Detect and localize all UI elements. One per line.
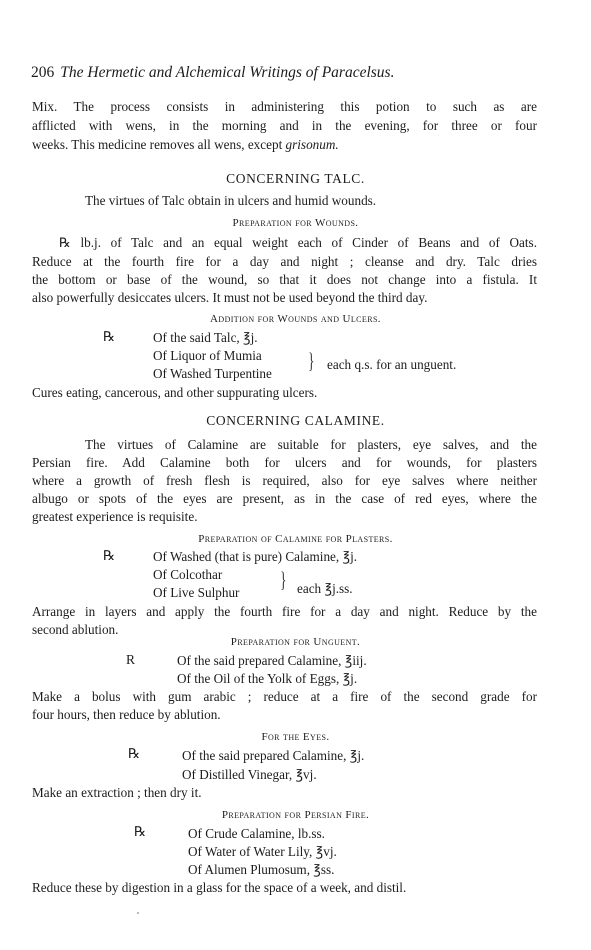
addition-item-1: Of the said Talc, ℥j.	[153, 330, 258, 345]
recipe-symbol: ℞	[103, 329, 116, 344]
calamine-virtues-line-5: greatest experience is requisite.	[32, 509, 198, 524]
eyes-item-2: Of Distilled Vinegar, ℥vj.	[182, 767, 317, 782]
subheading-calamine-plasters: Preparation of Calamine for Plasters.	[198, 533, 393, 545]
intro-line-3-italic: grisonum.	[285, 137, 339, 152]
plasters-item-1: Of Washed (that is pure) Calamine, ℥j.	[153, 549, 358, 564]
talc-cures: Cures eating, cancerous, and other suppurating ulcers.	[32, 385, 318, 400]
plasters-each: each ℥j.ss.	[297, 581, 353, 596]
persian-item-1: Of Crude Calamine, lb.ss.	[188, 826, 325, 841]
plasters-item-2: Of Colcothar	[153, 567, 223, 582]
persian-text: Reduce these by digestion in a glass for the space of a week, and distil.	[32, 880, 407, 895]
subheading-preparation-wounds: Preparation for Wounds.	[232, 217, 359, 229]
subheading-for-the-eyes: For the Eyes.	[261, 731, 330, 743]
unguent-item-2: Of the Oil of the Yolk of Eggs, ℥j.	[177, 671, 358, 686]
eyes-text: Make an extraction ; then dry it.	[32, 785, 202, 800]
persian-item-3: Of Alumen Plumosum, ℥ss.	[188, 862, 335, 877]
recipe-symbol: R	[126, 652, 136, 667]
brace: }	[308, 348, 315, 373]
section-heading-calamine: CONCERNING CALAMINE.	[206, 413, 385, 428]
plasters-text-line-1: Arrange in layers and apply the fourth fire for a day and night. Reduce by the	[32, 604, 537, 619]
addition-item-2: Of Liquor of Mumia	[153, 348, 262, 363]
unguent-item-1: Of the said prepared Calamine, ℥iij.	[177, 653, 367, 668]
subheading-persian-fire: Preparation for Persian Fire.	[221, 809, 370, 821]
addition-each: each q.s. for an unguent.	[327, 357, 457, 372]
running-header	[31, 65, 394, 81]
subheading-preparation-unguent: Preparation for Unguent.	[230, 636, 361, 648]
unguent-text-line-2: four hours, then reduce by ablution.	[32, 707, 221, 722]
running-title: The Hermetic and Alchemical Writings of Paracelsus.	[60, 64, 395, 81]
intro-line-3	[32, 137, 339, 153]
plasters-item-3: Of Live Sulphur	[153, 585, 240, 600]
calamine-virtues-line-2: Persian fire. Add Calamine both for ulcers and for wounds, for plasters	[32, 455, 537, 470]
eyes-item-1: Of the said prepared Calamine, ℥j.	[182, 748, 365, 763]
talc-virtues: The virtues of Talc obtain in ulcers and humid wounds.	[85, 193, 377, 208]
intro-line-3-text: weeks. This medicine removes all wens, except	[32, 137, 286, 152]
addition-item-3: Of Washed Turpentine	[153, 366, 272, 381]
persian-item-2: Of Water of Water Lily, ℥vj.	[188, 844, 337, 859]
calamine-virtues-line-3: where a growth of fresh flesh is required, also for eye salves where neither	[32, 473, 537, 488]
calamine-virtues-line-4: albugo or spots of the eyes are present, as in the case of red eyes, where the	[32, 491, 537, 506]
recipe-symbol: ℞	[103, 548, 116, 563]
unguent-text-line-1: Make a bolus with gum arabic ; reduce at a fire of the second grade for	[32, 689, 537, 704]
talc-prep-line-4: also powerfully desiccates ulcers. It must not be used beyond the third day.	[32, 290, 428, 305]
paper-speck	[137, 912, 139, 914]
plasters-text-line-2: second ablution.	[32, 622, 119, 637]
calamine-virtues-line-1: The virtues of Calamine are suitable for plasters, eye salves, and the	[85, 437, 537, 452]
section-heading-talc: CONCERNING TALC.	[226, 171, 365, 186]
intro-line-1: Mix. The process consists in administering this potion to such as are	[32, 99, 537, 114]
subheading-addition-wounds-ulcers: Addition for Wounds and Ulcers.	[210, 313, 381, 325]
intro-line-2: afflicted with wens, in the morning and in the evening, for three or four	[32, 118, 537, 133]
recipe-symbol: ℞	[134, 824, 147, 839]
talc-prep-line-1: ℞ lb.j. of Talc and an equal weight each of Cinder of Beans and of Oats.	[59, 235, 537, 250]
page-number: 206	[31, 64, 55, 81]
talc-prep-line-2: Reduce at the fourth fire for a day and night ; cleanse and dry. Talc dries	[32, 254, 537, 269]
brace: }	[280, 567, 287, 592]
talc-prep-line-3: the bottom or base of the wound, so that it does not change into a fistula. It	[32, 272, 537, 287]
recipe-symbol: ℞	[128, 746, 141, 761]
